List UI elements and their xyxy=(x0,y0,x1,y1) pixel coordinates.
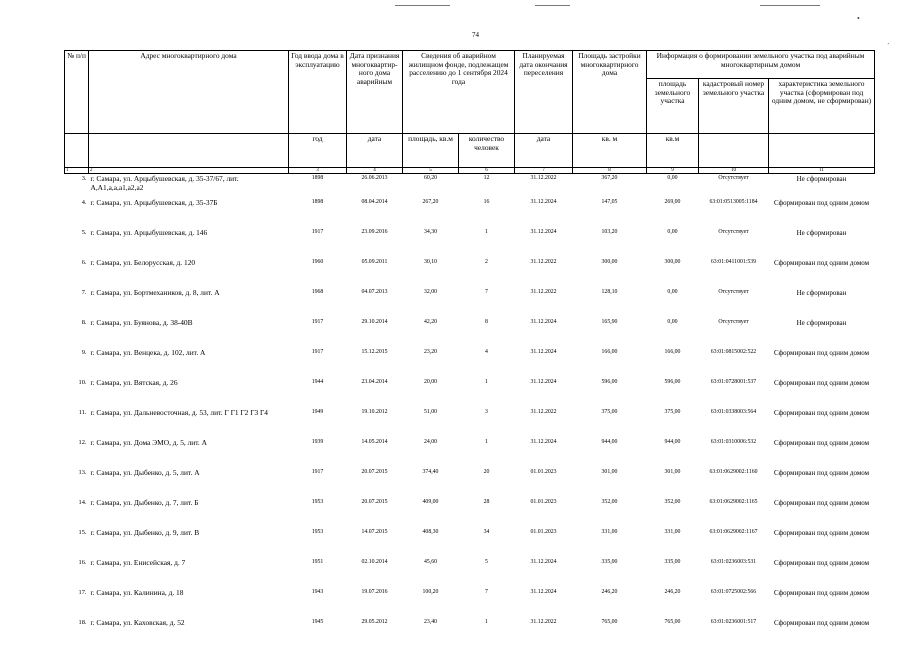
row-address: г. Самара, ул. Каховская, д. 52 xyxy=(90,617,185,627)
row-area: 42,20 xyxy=(423,318,438,325)
row-planned-date: 31.12.2024 xyxy=(530,378,557,385)
row-status: Сформирован под одним домом xyxy=(773,258,870,267)
table-row xyxy=(65,198,875,228)
row-people: 7 xyxy=(485,588,488,595)
row-date: 15.12.2015 xyxy=(361,348,388,355)
row-date: 05.09.2011 xyxy=(361,258,388,265)
row-people: 12 xyxy=(483,175,490,181)
row-building-area: 165,90 xyxy=(601,318,618,325)
row-number: 8. xyxy=(81,318,87,326)
row-building-area: 944,00 xyxy=(601,438,618,445)
row-planned-date: 01.01.2023 xyxy=(530,528,557,535)
row-cadastral: 63:01:0310006:532 xyxy=(710,438,757,445)
row-year: 1898 xyxy=(311,175,324,181)
row-number: 12. xyxy=(78,438,87,446)
row-cadastral: 63:01:0725002:566 xyxy=(710,588,757,595)
row-address: г. Самара, ул. Калинина, д. 18 xyxy=(90,587,184,597)
row-planned-date: 31.12.2024 xyxy=(530,438,557,445)
row-year: 1917 xyxy=(311,348,324,355)
table-row xyxy=(65,438,875,468)
row-year: 1949 xyxy=(311,408,324,415)
row-building-area: 147,05 xyxy=(601,198,618,205)
row-number: 5. xyxy=(81,228,87,236)
row-year: 1953 xyxy=(311,528,324,535)
row-area: 32,00 xyxy=(423,288,438,295)
row-number: 18. xyxy=(78,618,87,626)
row-number: 16. xyxy=(78,558,87,566)
row-building-area: 367,20 xyxy=(601,175,618,181)
row-year: 1945 xyxy=(311,618,324,625)
row-number: 6. xyxy=(81,258,87,266)
table-row xyxy=(65,588,875,618)
row-address: г. Самара, ул. Арцыбушевская, д. 35-37Б xyxy=(90,197,218,207)
col-number: 9 xyxy=(647,168,699,174)
row-address: г. Самара, ул. Белорусская, д. 120 xyxy=(90,257,196,267)
row-area: 24,00 xyxy=(423,438,438,445)
row-date: 23.04.2014 xyxy=(361,378,388,385)
col-number: 11 xyxy=(769,168,875,174)
row-area: 34,30 xyxy=(423,228,438,235)
row-building-area: 246,20 xyxy=(601,588,618,595)
row-area: 60,20 xyxy=(423,175,438,181)
unit-date: дата xyxy=(347,134,403,168)
row-cadastral: Отсутствует xyxy=(718,288,749,295)
row-date: 23.09.2016 xyxy=(361,228,388,235)
row-planned-date: 31.12.2024 xyxy=(530,348,557,355)
row-number: 9. xyxy=(81,348,87,356)
unit-date2: дата xyxy=(515,134,573,168)
table-row xyxy=(65,528,875,558)
row-address: г. Самара, ул. Буянова, д. 38-40В xyxy=(90,317,193,327)
row-cadastral: 63:01:0513005:1184 xyxy=(709,198,758,205)
row-date: 19.07.2016 xyxy=(361,588,388,595)
row-people: 1 xyxy=(485,378,488,385)
row-planned-date: 31.12.2022 xyxy=(530,175,557,181)
row-building-area: 166,00 xyxy=(601,348,618,355)
row-land-area: 300,00 xyxy=(664,258,681,265)
row-area: 100,20 xyxy=(422,588,439,595)
row-address: г. Самара, ул. Венцека, д. 102, лит. А xyxy=(90,347,206,357)
table-row xyxy=(65,618,875,648)
row-number: 7. xyxy=(81,288,87,296)
row-status: Сформирован под одним домом xyxy=(773,408,870,417)
row-cadastral: 63:01:0236001:517 xyxy=(710,618,757,625)
row-building-area: 352,00 xyxy=(601,498,618,505)
col-number: 6 xyxy=(459,168,515,174)
table-row xyxy=(65,348,875,378)
col-number: 1 xyxy=(65,168,89,174)
row-cadastral: Отсутствует xyxy=(718,175,749,181)
row-year: 1943 xyxy=(311,588,324,595)
row-people: 2 xyxy=(485,258,488,265)
row-people: 1 xyxy=(485,228,488,235)
header-planned-date: Планируемая дата окончания переселения xyxy=(515,51,573,134)
row-address: г. Самара, ул. Вятская, д. 26 xyxy=(90,377,178,387)
row-building-area: 128,10 xyxy=(601,288,618,295)
row-date: 19.10.2012 xyxy=(361,408,388,415)
row-number: 17. xyxy=(78,588,87,596)
row-date: 29.10.2014 xyxy=(361,318,388,325)
row-area: 23,20 xyxy=(423,348,438,355)
row-land-area: 269,00 xyxy=(664,198,681,205)
unit-year: год xyxy=(289,134,347,168)
row-address: г. Самара, ул. Дальневосточная, д. 53, лит. Г Г1 Г2 Г3 Г4 xyxy=(90,407,268,417)
row-land-area: 166,00 xyxy=(664,348,681,355)
row-status: Сформирован под одним домом xyxy=(773,348,870,357)
header-characteristics: характеристика земельного участка (сформирован под одним домом, не сформирован) xyxy=(769,79,875,134)
row-cadastral: Отсутствует xyxy=(718,318,749,325)
unit-sqm2: кв.м xyxy=(647,134,699,168)
header-emergency-fund: Сведения об аварийном жилищном фонде, подлежащем расселению до 1 сентября 2024 года xyxy=(403,51,515,134)
unit-empty xyxy=(699,134,769,168)
row-date: 04.07.2013 xyxy=(361,288,388,295)
table-row xyxy=(65,174,875,198)
row-date: 02.10.2014 xyxy=(361,558,388,565)
row-year: 1917 xyxy=(311,228,324,235)
row-year: 1951 xyxy=(311,558,324,565)
housing-table xyxy=(64,50,875,648)
row-date: 20.07.2015 xyxy=(361,498,388,505)
table-row xyxy=(65,318,875,348)
row-year: 1939 xyxy=(311,438,324,445)
row-area: 23,40 xyxy=(423,618,438,625)
table-row xyxy=(65,498,875,528)
unit-empty xyxy=(89,134,289,168)
row-planned-date: 01.01.2023 xyxy=(530,468,557,475)
row-year: 1917 xyxy=(311,318,324,325)
header-cadastral: кадастровый номер земельного участка xyxy=(699,79,769,134)
header-address: Адрес многоквартирного дома xyxy=(89,51,289,134)
row-year: 1953 xyxy=(311,498,324,505)
table-row xyxy=(65,408,875,438)
row-number: 4. xyxy=(81,198,87,206)
unit-empty xyxy=(769,134,875,168)
row-status: Не сформирован xyxy=(796,318,847,327)
table-row xyxy=(65,558,875,588)
row-status: Сформирован под одним домом xyxy=(773,378,870,387)
row-people: 5 xyxy=(485,558,488,565)
row-cadastral: Отсутствует xyxy=(718,228,749,235)
row-planned-date: 31.12.2022 xyxy=(530,408,557,415)
col-number: 8 xyxy=(573,168,647,174)
row-status: Сформирован под одним домом xyxy=(773,438,870,447)
unit-sqm: кв. м xyxy=(573,134,647,168)
row-cadastral: 63:01:0728001:537 xyxy=(710,378,757,385)
row-cadastral: 63:01:0236003:531 xyxy=(710,558,757,565)
row-people: 16 xyxy=(483,198,490,205)
col-number: 7 xyxy=(515,168,573,174)
row-area: 267,20 xyxy=(422,198,439,205)
row-land-area: 301,00 xyxy=(664,468,681,475)
row-planned-date: 31.12.2024 xyxy=(530,558,557,565)
row-land-area: 375,00 xyxy=(664,408,681,415)
row-building-area: 596,00 xyxy=(601,378,618,385)
row-status: Не сформирован xyxy=(796,228,847,237)
row-status: Сформирован под одним домом xyxy=(773,588,870,597)
table-row xyxy=(65,378,875,408)
row-address: г. Самара, ул. Арцыбушевская, д. 146 xyxy=(90,227,208,237)
row-building-area: 375,00 xyxy=(601,408,618,415)
row-status: Сформирован под одним домом xyxy=(773,468,870,477)
row-land-area: 331,00 xyxy=(664,528,681,535)
row-people: 34 xyxy=(483,528,490,535)
page-number: 74 xyxy=(472,31,479,39)
row-number: 3. xyxy=(81,175,87,182)
col-number: 3 xyxy=(289,168,347,174)
row-date: 26.06.2013 xyxy=(361,175,388,181)
table-row xyxy=(65,228,875,258)
row-land-area: 352,00 xyxy=(664,498,681,505)
row-building-area: 335,00 xyxy=(601,558,618,565)
col-number: 4 xyxy=(347,168,403,174)
row-area: 30,10 xyxy=(423,258,438,265)
table-row xyxy=(65,258,875,288)
scan-speck: • xyxy=(857,14,860,23)
row-area: 51,00 xyxy=(423,408,438,415)
table-row xyxy=(65,468,875,498)
row-people: 1 xyxy=(485,438,488,445)
unit-area: площадь, кв.м xyxy=(403,134,459,168)
row-status: Сформирован под одним домом xyxy=(773,198,870,207)
row-land-area: 0,00 xyxy=(667,228,678,235)
row-planned-date: 31.12.2022 xyxy=(530,258,557,265)
unit-people: количество человек xyxy=(459,134,515,168)
scan-edge-line xyxy=(535,5,570,6)
row-cadastral: 63:01:0411001:539 xyxy=(710,258,757,265)
unit-empty xyxy=(65,134,89,168)
row-number: 11. xyxy=(78,408,87,416)
row-land-area: 944,00 xyxy=(664,438,681,445)
row-date: 14.05.2014 xyxy=(361,438,388,445)
col-number: 10 xyxy=(699,168,769,174)
row-status: Не сформирован xyxy=(796,175,847,183)
row-cadastral: 63:01:0815002:522 xyxy=(710,348,757,355)
row-status: Не сформирован xyxy=(796,288,847,297)
row-land-area: 246,20 xyxy=(664,588,681,595)
row-number: 15. xyxy=(78,528,87,536)
row-people: 1 xyxy=(485,618,488,625)
row-cadastral: 63:01:0629002:1160 xyxy=(709,468,758,475)
row-cadastral: 63:01:0629002:1167 xyxy=(709,528,758,535)
row-planned-date: 31.12.2022 xyxy=(530,288,557,295)
row-number: 10. xyxy=(78,378,87,386)
row-planned-date: 31.12.2024 xyxy=(530,318,557,325)
row-cadastral: 63:01:0629002:1165 xyxy=(709,498,758,505)
row-address: г. Самара, ул. Дома ЭМО, д. 5, лит. А xyxy=(90,437,207,447)
header-building-area: Площадь застройки многоквартирного дома xyxy=(573,51,647,134)
row-planned-date: 31.12.2024 xyxy=(530,228,557,235)
row-people: 3 xyxy=(485,408,488,415)
row-building-area: 331,00 xyxy=(601,528,618,535)
row-building-area: 301,00 xyxy=(601,468,618,475)
row-address: г. Самара, ул. Енисейская, д. 7 xyxy=(90,557,186,567)
row-land-area: 0,00 xyxy=(667,318,678,325)
scan-edge-line xyxy=(760,5,820,6)
row-year: 1898 xyxy=(311,198,324,205)
row-area: 45,60 xyxy=(423,558,438,565)
scan-speck: ˊ xyxy=(887,42,890,51)
col-number: 5 xyxy=(403,168,459,174)
row-year: 1960 xyxy=(311,258,324,265)
header-land-info: Информация о формировании земельного участка под аварийным многоквартирным домом xyxy=(647,51,875,79)
row-date: 29.05.2012 xyxy=(361,618,388,625)
row-number: 13. xyxy=(78,468,87,476)
row-people: 7 xyxy=(485,288,488,295)
row-cadastral: 63:01:0338003:564 xyxy=(710,408,757,415)
row-building-area: 103,20 xyxy=(601,228,618,235)
row-address: г. Самара, ул. Дыбенко, д. 9, лит. В xyxy=(90,527,200,537)
row-address: г. Самара, ул. Бортмехаников, д. 8, лит. А xyxy=(90,287,220,297)
row-planned-date: 31.12.2022 xyxy=(530,618,557,625)
row-land-area: 765,00 xyxy=(664,618,681,625)
row-year: 1968 xyxy=(311,288,324,295)
row-people: 28 xyxy=(483,498,490,505)
row-status: Сформирован под одним домом xyxy=(773,558,870,567)
row-people: 4 xyxy=(485,348,488,355)
row-planned-date: 01.01.2023 xyxy=(530,498,557,505)
row-year: 1944 xyxy=(311,378,324,385)
header-num: № п/п xyxy=(65,51,89,134)
row-date: 14.07.2015 xyxy=(361,528,388,535)
row-people: 20 xyxy=(483,468,490,475)
row-status: Сформирован под одним домом xyxy=(773,498,870,507)
row-status: Сформирован под одним домом xyxy=(773,618,870,627)
row-date: 08.04.2014 xyxy=(361,198,388,205)
row-building-area: 300,00 xyxy=(601,258,618,265)
row-area: 374,40 xyxy=(422,468,439,475)
table-row xyxy=(65,288,875,318)
row-area: 409,00 xyxy=(422,498,439,505)
row-year: 1917 xyxy=(311,468,324,475)
row-address: г. Самара, ул. Дыбенко, д. 7, лит. Б xyxy=(90,497,199,507)
row-building-area: 765,00 xyxy=(601,618,618,625)
row-land-area: 0,00 xyxy=(667,175,678,181)
row-status: Сформирован под одним домом xyxy=(773,528,870,537)
row-people: 8 xyxy=(485,318,488,325)
row-planned-date: 31.12.2024 xyxy=(530,588,557,595)
row-area: 408,30 xyxy=(422,528,439,535)
row-date: 20.07.2015 xyxy=(361,468,388,475)
scan-edge-line xyxy=(395,5,450,6)
row-area: 20,00 xyxy=(423,378,438,385)
col-number: 2 xyxy=(89,168,289,174)
row-number: 14. xyxy=(78,498,87,506)
row-land-area: 0,00 xyxy=(667,288,678,295)
row-address: г. Самара, ул. Дыбенко, д. 5, лит. А xyxy=(90,467,200,477)
header-year: Год ввода дома в эксплуатацию xyxy=(289,51,347,134)
header-date-emergency: Дата признания многоквартир- ного дома аварийным xyxy=(347,51,403,134)
row-land-area: 596,00 xyxy=(664,378,681,385)
row-land-area: 335,00 xyxy=(664,558,681,565)
row-address: г. Самара, ул. Арцыбушевская, д. 35-37/67, лит. А,А1,а,а,а1,а2,а2 xyxy=(90,174,239,192)
row-planned-date: 31.12.2024 xyxy=(530,198,557,205)
header-land-area: площадь земельного участка xyxy=(647,79,699,134)
